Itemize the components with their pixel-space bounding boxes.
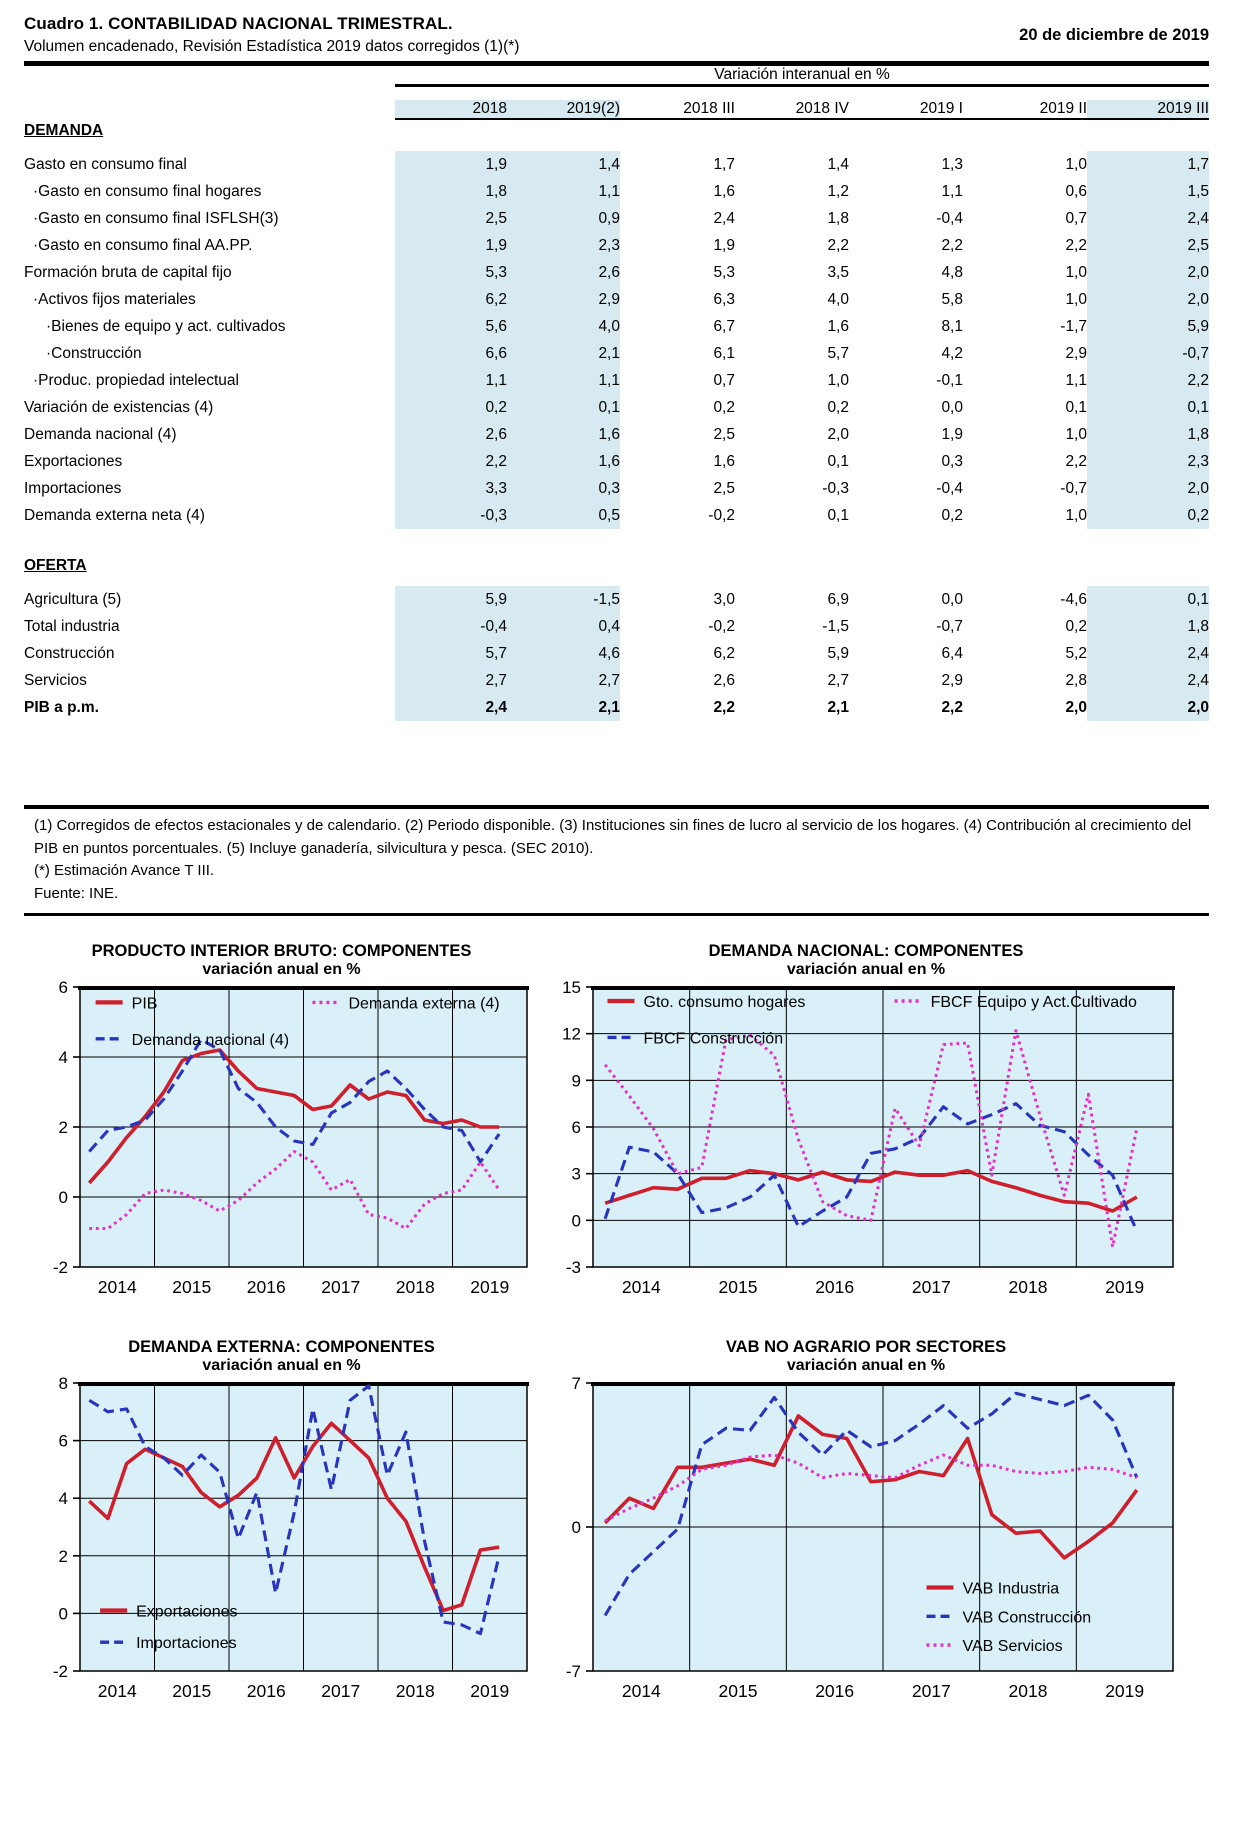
x-year-label: 2016 <box>246 1681 286 1701</box>
chart-canvas <box>541 1377 1181 1707</box>
value-cell: 5,7 <box>827 344 849 362</box>
spacer-cell <box>24 721 1209 805</box>
x-year-label: 2016 <box>815 1681 855 1701</box>
y-tick-label: 0 <box>571 1518 581 1537</box>
value-cell: 1,6 <box>713 452 735 470</box>
value-cell: 5,9 <box>485 590 507 608</box>
chart-demanda-nacional-componentes <box>541 942 1191 1308</box>
value-cell: 2,5 <box>485 209 507 227</box>
column-header: 2019 II <box>963 100 1087 119</box>
value-cell: 8,1 <box>941 317 963 335</box>
y-tick-label: -2 <box>52 1662 68 1681</box>
value-cell: -0,3 <box>822 479 849 497</box>
value-cell: 3,3 <box>485 479 507 497</box>
x-year-label: 2019 <box>1105 1277 1145 1297</box>
value-cell: 1,8 <box>827 209 849 227</box>
table-row <box>24 313 1209 340</box>
value-cell: 2,0 <box>827 425 849 443</box>
table-row <box>24 151 1209 178</box>
value-cell: -0,3 <box>480 506 507 524</box>
value-cell: 1,0 <box>1065 506 1087 524</box>
value-cell: 1,6 <box>598 452 620 470</box>
legend-item-FBCF Equipo y Act.Cultivado <box>895 994 1137 1011</box>
value-cell: 1,2 <box>827 182 849 200</box>
footnote-line: (*) Estimación Avance T III. <box>34 862 215 879</box>
value-cell: 1,5 <box>1187 182 1210 200</box>
value-cell: 0,1 <box>598 398 620 416</box>
value-cell: 0,5 <box>598 506 620 524</box>
value-cell: 2,2 <box>1187 371 1210 389</box>
chart-demanda-externa-componentes <box>28 1338 535 1712</box>
document-date: 20 de diciembre de 2019 <box>1019 26 1209 44</box>
value-cell: 0,1 <box>827 506 849 524</box>
value-cell: 2,5 <box>1187 236 1210 254</box>
value-cell: -4,6 <box>1060 590 1087 608</box>
x-year-label: 2016 <box>815 1277 855 1297</box>
value-cell: 5,9 <box>827 644 849 662</box>
x-year-label: 2015 <box>718 1681 758 1701</box>
legend-label: Demanda externa (4) <box>348 995 500 1013</box>
value-cell: 1,7 <box>713 155 735 173</box>
legend-label: FBCF Equipo y Act.Cultivado <box>930 994 1137 1011</box>
value-cell: 1,9 <box>485 155 507 173</box>
value-cell: 1,3 <box>941 155 963 173</box>
table-row <box>24 259 1209 286</box>
value-cell: -1,5 <box>822 617 849 635</box>
value-cell: 2,2 <box>485 452 507 470</box>
value-cell: 0,6 <box>1065 182 1087 200</box>
row-label: Agricultura (5) <box>24 590 122 608</box>
value-cell: 2,1 <box>598 344 620 362</box>
value-cell: -1,7 <box>1060 317 1087 335</box>
value-cell: 0,1 <box>1187 398 1210 416</box>
value-cell: 1,1 <box>598 182 620 200</box>
value-cell: 1,0 <box>1065 290 1087 308</box>
spacer-cell <box>24 142 1209 151</box>
table-row <box>24 205 1209 232</box>
value-cell: 2,4 <box>1187 671 1210 689</box>
value-cell: 2,5 <box>713 479 735 497</box>
x-year-label: 2018 <box>395 1277 435 1297</box>
value-cell: 2,2 <box>941 236 963 254</box>
x-year-label: 2017 <box>911 1681 951 1701</box>
value-cell: 1,0 <box>1065 155 1087 173</box>
table-row <box>24 694 1209 721</box>
value-cell: 0,3 <box>941 452 963 470</box>
y-tick-label: 2 <box>58 1118 68 1137</box>
value-cell: 2,6 <box>598 263 620 281</box>
chart-title: VAB NO AGRARIO POR SECTORES <box>725 1338 1007 1356</box>
x-year-label: 2014 <box>97 1681 137 1701</box>
legend-label: Gto. consumo hogares <box>643 994 806 1011</box>
value-cell: 0,2 <box>827 398 849 416</box>
legend-label: PIB <box>131 995 158 1013</box>
value-cell: 2,6 <box>485 425 507 443</box>
value-cell: 1,0 <box>1065 263 1087 281</box>
table-row <box>24 586 1209 613</box>
row-label: ·Bienes de equipo y act. cultivados <box>46 317 286 335</box>
section-heading: OFERTA <box>24 557 87 574</box>
value-cell: 6,4 <box>941 644 963 662</box>
legend-label: VAB Construcción <box>962 1609 1092 1627</box>
value-cell: 2,3 <box>1187 452 1210 470</box>
x-year-label: 2016 <box>246 1277 286 1297</box>
document-title: Cuadro 1. CONTABILIDAD NACIONAL TRIMESTRAL. <box>24 14 453 33</box>
spacer-cell <box>24 66 395 86</box>
value-cell: -0,7 <box>936 617 963 635</box>
legend-label: FBCF Construcción <box>643 1030 784 1048</box>
value-cell: 2,2 <box>1065 236 1087 254</box>
value-cell: 2,0 <box>1187 263 1210 281</box>
value-cell: 2,9 <box>1065 344 1087 362</box>
footnote-line: (1) Corregidos de efectos estacionales y de calendario. (2) Periodo disponible. (3) Instituciones sin fines de lucro al servicio de los hogares. (4) Contribución al crecimiento del PIB en puntos porcentuales. (5) Incluye ganadería, silvicultura y pesca. (SEC 2010). <box>34 817 1192 857</box>
value-cell: 0,2 <box>1187 506 1210 524</box>
value-cell: 2,8 <box>1065 671 1087 689</box>
value-cell: 2,7 <box>827 671 849 689</box>
value-cell: 1,4 <box>598 155 620 173</box>
y-tick-label: 15 <box>562 981 581 997</box>
value-cell: 2,3 <box>598 236 620 254</box>
spacer-cell <box>24 100 395 119</box>
table-row <box>24 286 1209 313</box>
x-year-label: 2015 <box>172 1681 212 1701</box>
value-cell: 6,2 <box>713 644 735 662</box>
value-cell: -0,7 <box>1060 479 1087 497</box>
value-cell: 5,3 <box>713 263 735 281</box>
y-tick-label: 6 <box>58 1431 68 1451</box>
y-tick-label: -2 <box>52 1258 68 1277</box>
chart-canvas <box>28 981 535 1303</box>
value-cell: 0,9 <box>598 209 620 227</box>
y-tick-label: 0 <box>58 1604 68 1624</box>
value-cell: 0,2 <box>485 398 507 416</box>
x-year-label: 2017 <box>321 1277 361 1297</box>
value-cell: 0,1 <box>1065 398 1087 416</box>
footnote-line: Fuente: INE. <box>34 884 119 902</box>
value-cell: 1,9 <box>485 236 507 254</box>
row-label: Demanda externa neta (4) <box>24 506 205 524</box>
y-tick-label: 2 <box>58 1546 68 1566</box>
value-cell: 1,7 <box>1187 155 1210 173</box>
column-header: 2019 I <box>849 100 963 119</box>
value-cell: 4,2 <box>941 344 963 362</box>
table-row <box>24 178 1209 205</box>
value-cell: 2,4 <box>485 698 507 716</box>
value-cell: 0,1 <box>827 452 849 470</box>
row-label: Gasto en consumo final <box>24 155 187 173</box>
chart-vab-no-agrario <box>541 1338 1191 1712</box>
x-year-label: 2019 <box>1105 1681 1145 1701</box>
value-cell: -0,4 <box>936 479 963 497</box>
chart-title: PRODUCTO INTERIOR BRUTO: COMPONENTES <box>91 942 472 960</box>
chart-subtitle: variación anual en % <box>202 961 361 978</box>
value-cell: 6,2 <box>485 290 507 308</box>
value-cell: 2,0 <box>1065 698 1087 716</box>
column-header: 2019 III <box>1087 100 1209 119</box>
x-year-label: 2014 <box>621 1681 661 1701</box>
title-block <box>24 14 519 56</box>
y-tick-label: 6 <box>58 981 68 997</box>
value-cell: 1,0 <box>1065 425 1087 443</box>
chart-subtitle: variación anual en % <box>202 1357 361 1374</box>
row-label: ·Produc. propiedad intelectual <box>33 371 239 389</box>
value-cell: 1,8 <box>485 182 507 200</box>
value-cell: 1,1 <box>485 371 507 389</box>
chart-title: DEMANDA EXTERNA: COMPONENTES <box>128 1338 435 1356</box>
value-cell: 0,2 <box>713 398 735 416</box>
y-tick-label: 8 <box>58 1377 68 1393</box>
column-header: 2019(2) <box>507 100 620 119</box>
value-cell: 5,7 <box>485 644 507 662</box>
value-cell: 4,8 <box>941 263 963 281</box>
table-row <box>24 613 1209 640</box>
value-cell: 4,0 <box>598 317 620 335</box>
table-row <box>24 394 1209 421</box>
value-cell: 5,9 <box>1187 317 1210 335</box>
value-cell: 3,0 <box>713 590 735 608</box>
row-label: ·Gasto en consumo final ISFLSH(3) <box>33 209 279 227</box>
y-tick-label: 12 <box>562 1024 581 1044</box>
value-cell: 0,7 <box>1065 209 1087 227</box>
value-cell: 2,9 <box>598 290 620 308</box>
y-tick-label: 9 <box>571 1071 581 1091</box>
row-label: Formación bruta de capital fijo <box>24 263 232 281</box>
value-cell: 1,9 <box>713 236 735 254</box>
value-cell: 0,7 <box>713 371 735 389</box>
y-tick-label: 4 <box>58 1048 68 1067</box>
table-row <box>24 367 1209 394</box>
value-cell: 0,3 <box>598 479 620 497</box>
value-cell: 2,4 <box>1187 644 1210 662</box>
value-cell: 2,5 <box>713 425 735 443</box>
document-subtitle: Volumen encadenado, Revisión Estadística 2019 datos corregidos (1)(*) <box>24 38 520 55</box>
table-row <box>24 667 1209 694</box>
y-tick-label: 3 <box>571 1164 581 1184</box>
section-heading: DEMANDA <box>24 122 104 139</box>
row-label: ·Gasto en consumo final hogares <box>33 182 262 200</box>
value-cell: 1,8 <box>1187 425 1210 443</box>
value-cell: -0,4 <box>480 617 507 635</box>
table-row <box>24 340 1209 367</box>
legend-label: VAB Servicios <box>962 1638 1063 1656</box>
column-header: 2018 III <box>620 100 735 119</box>
unit-caption: Variación interanual en % <box>395 66 1209 86</box>
table-row <box>24 502 1209 529</box>
value-cell: 2,4 <box>1187 209 1210 227</box>
value-cell: 1,1 <box>941 182 963 200</box>
x-year-label: 2018 <box>1008 1681 1048 1701</box>
value-cell: -0,2 <box>708 617 735 635</box>
spacer-cell <box>24 577 1209 586</box>
y-tick-label: 4 <box>58 1489 68 1509</box>
value-cell: 1,6 <box>827 317 849 335</box>
value-cell: 4,6 <box>598 644 620 662</box>
y-tick-label: 6 <box>571 1118 581 1137</box>
value-cell: 2,9 <box>941 671 963 689</box>
chart-title: DEMANDA NACIONAL: COMPONENTES <box>708 942 1024 960</box>
value-cell: 2,1 <box>598 698 620 716</box>
x-year-label: 2014 <box>97 1277 137 1297</box>
column-header: 2018 IV <box>735 100 849 119</box>
document-header <box>24 14 1209 56</box>
y-tick-label: -7 <box>565 1662 581 1681</box>
x-year-label: 2015 <box>718 1277 758 1297</box>
row-label: ·Construcción <box>46 344 142 362</box>
value-cell: 0,1 <box>1187 590 1210 608</box>
table-row <box>24 475 1209 502</box>
value-cell: 0,0 <box>941 590 963 608</box>
value-cell: 3,5 <box>827 263 849 281</box>
value-cell: 2,0 <box>1187 290 1210 308</box>
table-row <box>24 640 1209 667</box>
value-cell: 0,0 <box>941 398 963 416</box>
y-tick-label: 7 <box>571 1377 581 1393</box>
value-cell: 2,1 <box>827 698 849 716</box>
footnotes <box>24 805 1209 916</box>
value-cell: 0,4 <box>598 617 620 635</box>
value-cell: 1,4 <box>827 155 849 173</box>
x-year-label: 2018 <box>395 1681 435 1701</box>
chart-pib-componentes <box>28 942 535 1308</box>
table-row <box>24 232 1209 259</box>
value-cell: 2,2 <box>827 236 849 254</box>
x-year-label: 2014 <box>621 1277 661 1297</box>
value-cell: 5,6 <box>485 317 507 335</box>
value-cell: 6,1 <box>713 344 735 362</box>
x-year-label: 2019 <box>470 1277 510 1297</box>
value-cell: 1,1 <box>598 371 620 389</box>
value-cell: 1,6 <box>713 182 735 200</box>
legend-label: Importaciones <box>136 1635 237 1653</box>
column-header: 2018 <box>395 100 507 119</box>
row-label: Servicios <box>24 671 87 689</box>
row-label: Exportaciones <box>24 452 123 470</box>
x-year-label: 2017 <box>321 1681 361 1701</box>
value-cell: -0,4 <box>936 209 963 227</box>
charts-grid <box>24 942 1209 1712</box>
x-year-label: 2017 <box>911 1277 951 1297</box>
value-cell: 1,9 <box>941 425 963 443</box>
row-label: PIB a p.m. <box>24 698 99 716</box>
row-label: Construcción <box>24 644 115 662</box>
x-year-label: 2019 <box>470 1681 510 1701</box>
value-cell: 2,2 <box>941 698 963 716</box>
value-cell: 2,0 <box>1187 479 1210 497</box>
value-cell: -0,2 <box>708 506 735 524</box>
value-cell: -0,7 <box>1182 344 1210 362</box>
x-year-label: 2018 <box>1008 1277 1048 1297</box>
value-cell: 2,2 <box>1065 452 1087 470</box>
value-cell: 5,8 <box>941 290 963 308</box>
table-row <box>24 448 1209 475</box>
value-cell: 2,7 <box>485 671 507 689</box>
value-cell: 0,2 <box>1065 617 1087 635</box>
row-label: ·Activos fijos materiales <box>33 290 196 308</box>
value-cell: 1,6 <box>598 425 620 443</box>
legend-label: Demanda nacional (4) <box>131 1031 290 1049</box>
y-tick-label: 0 <box>571 1211 581 1231</box>
row-label: Total industria <box>24 617 120 635</box>
value-cell: 5,2 <box>1065 644 1087 662</box>
chart-subtitle: variación anual en % <box>786 1357 946 1374</box>
value-cell: 2,6 <box>713 671 735 689</box>
y-tick-label: 0 <box>58 1188 68 1207</box>
row-label: Importaciones <box>24 479 122 497</box>
chart-canvas <box>541 981 1181 1303</box>
value-cell: 1,1 <box>1065 371 1087 389</box>
value-cell: 6,7 <box>713 317 735 335</box>
spacer-cell <box>24 86 1209 101</box>
value-cell: -0,1 <box>936 371 963 389</box>
row-label: ·Gasto en consumo final AA.PP. <box>33 236 253 254</box>
value-cell: 2,7 <box>598 671 620 689</box>
value-cell: 2,0 <box>1187 698 1210 716</box>
value-cell: 1,8 <box>1187 617 1210 635</box>
value-cell: 6,3 <box>713 290 735 308</box>
value-cell: 2,4 <box>713 209 735 227</box>
table-row <box>24 421 1209 448</box>
value-cell: 4,0 <box>827 290 849 308</box>
y-tick-label: -3 <box>565 1258 581 1277</box>
value-cell: 1,0 <box>827 371 849 389</box>
value-cell: 2,2 <box>713 698 735 716</box>
national-accounts-table <box>24 66 1209 805</box>
chart-subtitle: variación anual en % <box>786 961 946 978</box>
value-cell: 0,2 <box>941 506 963 524</box>
value-cell: 5,3 <box>485 263 507 281</box>
row-label: Variación de existencias (4) <box>24 398 214 416</box>
value-cell: 6,6 <box>485 344 507 362</box>
value-cell: -1,5 <box>593 590 620 608</box>
legend-label: VAB Industria <box>962 1580 1060 1598</box>
legend-label: Exportaciones <box>136 1603 238 1621</box>
row-label: Demanda nacional (4) <box>24 425 177 443</box>
x-year-label: 2015 <box>172 1277 212 1297</box>
chart-canvas <box>28 1377 535 1707</box>
value-cell: 6,9 <box>827 590 849 608</box>
